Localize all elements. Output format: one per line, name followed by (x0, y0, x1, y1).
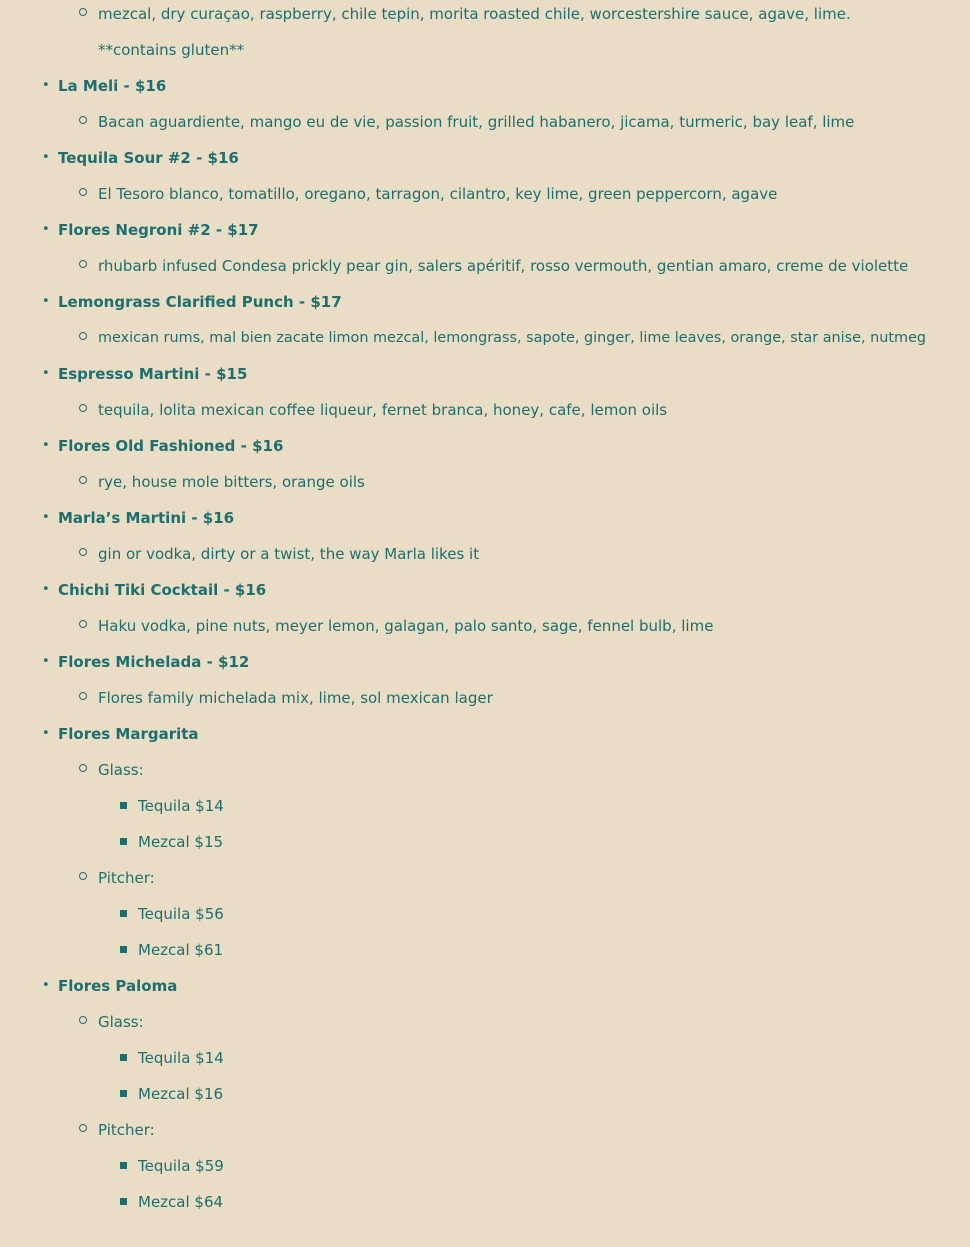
dot-bullet-icon: • (42, 654, 50, 669)
square-bullet-icon (120, 1198, 127, 1205)
dot-bullet-icon: • (42, 438, 50, 453)
dot-bullet-icon: • (42, 150, 50, 165)
circle-bullet-icon (79, 8, 87, 16)
circle-bullet-icon (79, 188, 87, 196)
item-title: Lemongrass Clarified Punch - $17 (58, 293, 342, 311)
size-label: Glass: (98, 1013, 144, 1031)
price-text: Tequila $14 (138, 1049, 224, 1067)
square-bullet-icon (120, 946, 127, 953)
dot-bullet-icon: • (42, 222, 50, 237)
circle-bullet-icon (79, 872, 87, 880)
item-description: mezcal, dry curaçao, raspberry, chile tepin, morita roasted chile, worcestershire sauce, agave, lime. (98, 5, 851, 23)
dot-bullet-icon: • (42, 978, 50, 993)
circle-bullet-icon (79, 620, 87, 628)
item-title: Tequila Sour #2 - $16 (58, 149, 239, 167)
square-bullet-icon (120, 910, 127, 917)
dot-bullet-icon: • (42, 582, 50, 597)
item-description: gin or vodka, dirty or a twist, the way Marla likes it (98, 545, 480, 563)
gluten-note: **contains gluten** (98, 41, 245, 59)
item-description: tequila, lolita mexican coffee liqueur, fernet branca, honey, cafe, lemon oils (98, 401, 668, 419)
price-text: Tequila $56 (138, 905, 224, 923)
item-description: Haku vodka, pine nuts, meyer lemon, galagan, palo santo, sage, fennel bulb, lime (98, 617, 714, 635)
dot-bullet-icon: • (42, 726, 50, 741)
square-bullet-icon (120, 802, 127, 809)
price-text: Mezcal $61 (138, 941, 224, 959)
square-bullet-icon (120, 838, 127, 845)
square-bullet-icon (120, 1090, 127, 1097)
item-title: Espresso Martini - $15 (58, 365, 248, 383)
item-description: El Tesoro blanco, tomatillo, oregano, tarragon, cilantro, key lime, green peppercorn, agave (98, 185, 778, 203)
price-text: Mezcal $16 (138, 1085, 224, 1103)
item-title: Marla’s Martini - $16 (58, 509, 235, 527)
item-title: Flores Old Fashioned - $16 (58, 437, 284, 455)
square-bullet-icon (120, 1054, 127, 1061)
dot-bullet-icon: • (42, 78, 50, 93)
item-title: La Meli - $16 (58, 77, 167, 95)
dot-bullet-icon: • (42, 510, 50, 525)
circle-bullet-icon (79, 332, 87, 340)
circle-bullet-icon (79, 116, 87, 124)
square-bullet-icon (120, 1162, 127, 1169)
circle-bullet-icon (79, 692, 87, 700)
dot-bullet-icon: • (42, 366, 50, 381)
size-label: Pitcher: (98, 1121, 155, 1139)
item-title: Flores Negroni #2 - $17 (58, 221, 259, 239)
circle-bullet-icon (79, 1124, 87, 1132)
item-description: Flores family michelada mix, lime, sol mexican lager (98, 689, 493, 707)
item-title: Flores Margarita (58, 725, 199, 743)
circle-bullet-icon (79, 404, 87, 412)
circle-bullet-icon (79, 1016, 87, 1024)
price-text: Tequila $14 (138, 797, 224, 815)
circle-bullet-icon (79, 260, 87, 268)
item-description: mexican rums, mal bien zacate limon mezcal, lemongrass, sapote, ginger, lime leaves, orange, star anise, nutmeg (98, 330, 927, 346)
price-text: Mezcal $64 (138, 1193, 224, 1211)
price-text: Tequila $59 (138, 1157, 224, 1175)
circle-bullet-icon (79, 548, 87, 556)
dot-bullet-icon: • (42, 294, 50, 309)
item-title: Flores Paloma (58, 977, 178, 995)
item-description: rye, house mole bitters, orange oils (98, 473, 365, 491)
size-label: Pitcher: (98, 869, 155, 887)
price-text: Mezcal $15 (138, 833, 224, 851)
circle-bullet-icon (79, 476, 87, 484)
item-description: Bacan aguardiente, mango eu de vie, passion fruit, grilled habanero, jicama, turmeric, bay leaf, lime (98, 113, 855, 131)
item-description: rhubarb infused Condesa prickly pear gin, salers apéritif, rosso vermouth, gentian amaro, creme de violette (98, 257, 909, 275)
size-label: Glass: (98, 761, 144, 779)
circle-bullet-icon (79, 764, 87, 772)
item-title: Flores Michelada - $12 (58, 653, 250, 671)
item-title: Chichi Tiki Cocktail - $16 (58, 581, 267, 599)
